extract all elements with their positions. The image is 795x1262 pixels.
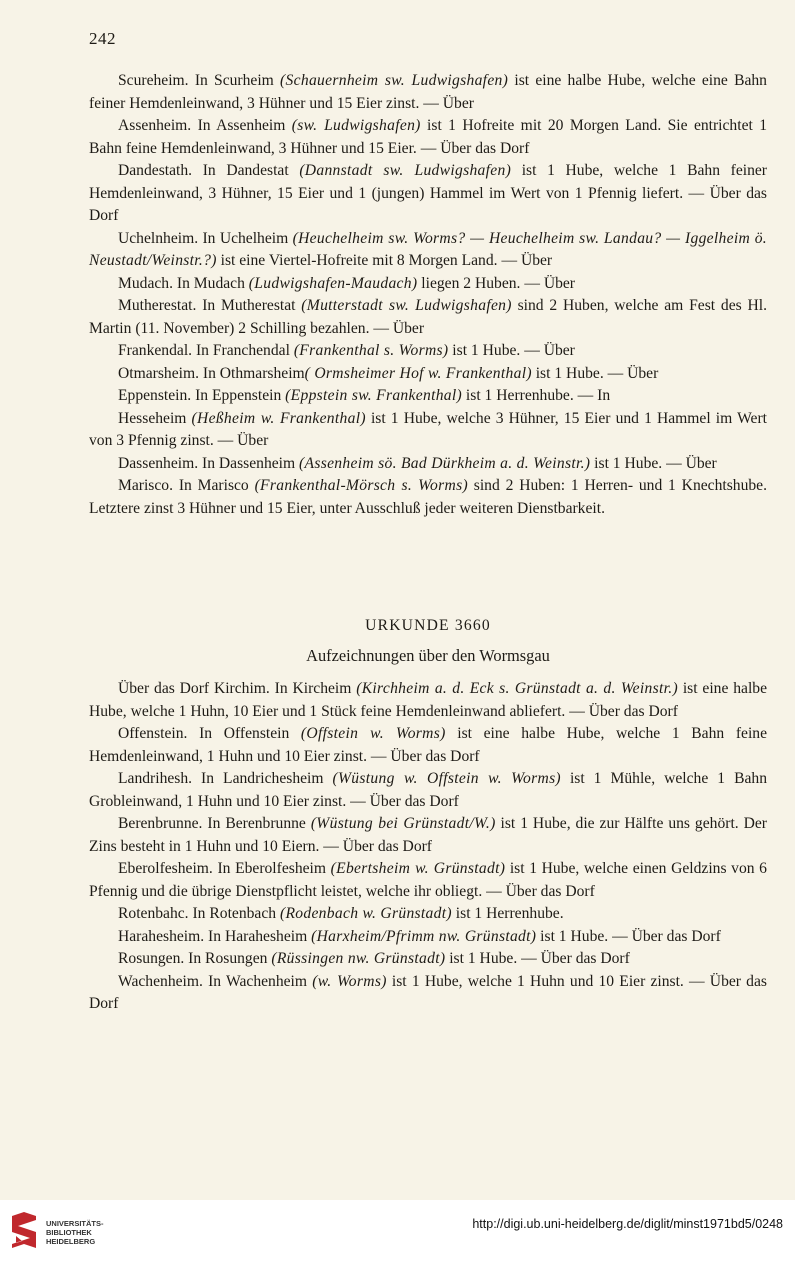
entry-text: ist eine halbe Hube, welche 1 Huhn, 10 Eier und 1 Stück feine Hemdenleinwand abliefert. — Über das Dorf bbox=[89, 680, 768, 720]
entry-paragraph bbox=[89, 340, 767, 363]
entry-text: Mudach. In Mudach bbox=[118, 274, 249, 292]
entry-text: ist 1 Hube. — Über bbox=[448, 342, 575, 359]
library-line-3: HEIDELBERG bbox=[46, 1237, 96, 1246]
place-identification: (Harxheim/Pfrimm nw. Grünstadt) bbox=[311, 927, 537, 945]
place-identification: (Wüstung w. Offstein w. Worms) bbox=[332, 770, 561, 787]
entry-text: Wachenheim. In Wachenheim bbox=[118, 972, 313, 990]
library-name bbox=[46, 1219, 104, 1246]
entry-paragraph bbox=[89, 926, 767, 949]
place-identification: (Eppstein sw. Frankenthal) bbox=[285, 387, 463, 404]
entry-paragraph bbox=[89, 903, 767, 926]
entry-text: ist 1 Hube, welche einen Geldzins von 6 Pfennig und die übrige Dienstpflicht leistet, welche ihr obliegt. — Über das Dorf bbox=[89, 860, 767, 900]
entry-paragraph bbox=[89, 228, 767, 273]
entries-section-1 bbox=[89, 70, 767, 520]
entry-text: Rotenbahc. In Rotenbach bbox=[118, 905, 280, 922]
source-url-link[interactable]: http://digi.ub.uni-heidelberg.de/diglit/minst1971bd5/0248 bbox=[472, 1217, 783, 1231]
place-identification: (Frankenthal s. Worms) bbox=[293, 342, 449, 359]
entry-text: ist 1 Mühle, welche 1 Bahn Grobleinwand, 1 Huhn und 10 Eier zinst. — Über das Dorf bbox=[89, 770, 767, 810]
document-title: URKUNDE 3660 bbox=[365, 617, 491, 634]
entry-text: Dassenheim. In Dassenheim bbox=[118, 454, 300, 472]
place-identification: (Heuchelheim sw. Worms? — Heuchelheim sw. Landau? — Iggelheim ö. Neustadt/Weinstr.?) bbox=[89, 229, 767, 269]
entry-text: Harahesheim. In Harahesheim bbox=[118, 927, 312, 945]
page-number: 242 bbox=[89, 29, 116, 48]
entry-text: ist 1 Herrenhube. — In bbox=[462, 387, 611, 404]
entries-section-2 bbox=[89, 678, 767, 1016]
entry-paragraph bbox=[89, 678, 767, 723]
place-identification: (Ludwigshafen-Maudach) bbox=[248, 274, 418, 292]
library-logo-icon bbox=[9, 1210, 39, 1250]
entry-text: ist 1 Hofreite mit 20 Morgen Land. Sie entrichtet 1 Bahn feine Hemdenleinwand, 3 Hühner und 15 Eier. — Über das Dorf bbox=[89, 117, 767, 157]
place-identification: (Wüstung bei Grünstadt/W.) bbox=[310, 815, 496, 832]
entry-text: Assenheim. In Assenheim bbox=[118, 117, 292, 134]
entry-paragraph bbox=[89, 453, 767, 476]
entry-text: ist 1 Hube. — Über das Dorf bbox=[536, 927, 721, 945]
entry-text: ist 1 Hube, welche 3 Hühner, 15 Eier und 1 Hammel im Wert von 3 Pfennig zinst. — Über bbox=[89, 409, 767, 449]
entry-paragraph bbox=[89, 948, 767, 971]
document-subtitle: Aufzeichnungen über den Wormsgau bbox=[306, 646, 550, 665]
entry-paragraph bbox=[89, 295, 767, 340]
entry-text: ist 1 Hube. — Über bbox=[590, 454, 717, 472]
entry-paragraph bbox=[89, 813, 767, 858]
place-identification: (Offstein w. Worms) bbox=[300, 725, 446, 742]
entry-text: Marisco. In Marisco bbox=[118, 477, 255, 494]
place-identification: (Mutterstadt sw. Ludwigshafen) bbox=[301, 297, 512, 314]
entry-paragraph bbox=[89, 70, 767, 115]
footer-bar bbox=[0, 1200, 795, 1262]
entry-paragraph bbox=[89, 971, 767, 1016]
place-identification: (Schauernheim sw. Ludwigshafen) bbox=[280, 72, 509, 89]
entry-paragraph bbox=[89, 160, 767, 228]
entry-paragraph bbox=[89, 723, 767, 768]
entry-text: Landrihesh. In Landrichesheim bbox=[118, 770, 333, 787]
entry-text: ist eine Viertel-Hofreite mit 8 Morgen Land. — Über bbox=[216, 252, 553, 269]
place-identification: (Frankenthal-Mörsch s. Worms) bbox=[254, 477, 468, 494]
entry-text: ist 1 Hube. — Über das Dorf bbox=[445, 950, 630, 967]
entry-text: Hesseheim bbox=[118, 409, 192, 427]
entry-text: sind 2 Huben, welche am Fest des Hl. Martin (11. November) 2 Schilling bezahlen. — Über bbox=[89, 297, 767, 337]
place-identification: (w. Worms) bbox=[312, 972, 387, 990]
entry-text: Uchelnheim. In Uchelheim bbox=[118, 229, 293, 247]
entry-paragraph bbox=[89, 475, 767, 520]
entry-text: ist 1 Hube, welche 1 Bahn feiner Hemdenleinwand, 3 Hühner, 15 Eier und 1 (jungen) Hammel im Wert von 1 Pfennig liefert. — Über das Dorf bbox=[89, 162, 767, 224]
entry-text: liegen 2 Huben. — Über bbox=[417, 274, 576, 292]
entry-text: Mutherestat. In Mutherestat bbox=[118, 297, 302, 314]
entry-text: Frankendal. In Franchendal bbox=[118, 342, 294, 359]
place-identification: (Ebertsheim w. Grünstadt) bbox=[330, 860, 506, 877]
place-identification: (Heßheim w. Frankenthal) bbox=[191, 409, 366, 427]
entry-text: sind 2 Huben: 1 Herren- und 1 Knechtshube. Letztere zinst 3 Hühner und 15 Eier, unter Ausschluß jeder weiteren Dienstbarkeit. bbox=[89, 477, 767, 517]
place-identification: (Assenheim sö. Bad Dürkheim a. d. Weinstr.) bbox=[299, 454, 591, 472]
entry-text: ist 1 Hube, die zur Hälfte uns gehört. Der Zins besteht in 1 Huhn und 10 Eiern. — Über das Dorf bbox=[89, 815, 767, 855]
place-identification: (sw. Ludwigshafen) bbox=[291, 117, 421, 134]
place-identification: (Rodenbach w. Grünstadt) bbox=[279, 905, 452, 922]
entry-text: Eppenstein. In Eppenstein bbox=[118, 387, 286, 404]
entry-text: Otmarsheim. In Othmarsheim bbox=[118, 364, 305, 382]
library-line-2: BIBLIOTHEK bbox=[46, 1228, 92, 1237]
entry-paragraph bbox=[89, 115, 767, 160]
entry-text: Berenbrunne. In Berenbrunne bbox=[118, 815, 311, 832]
entry-text: ist 1 Hube, welche 1 Huhn und 10 Eier zinst. — Über das Dorf bbox=[89, 972, 767, 1012]
place-identification: (Kirchheim a. d. Eck s. Grünstadt a. d. Weinstr.) bbox=[356, 680, 678, 697]
entry-text: ist eine halbe Hube, welche eine Bahn feiner Hemdenleinwand, 3 Hühner und 15 Eier zinst. — Über bbox=[89, 72, 767, 112]
entry-text: ist 1 Hube. — Über bbox=[531, 364, 659, 382]
entry-text: Über das Dorf Kirchim. In Kircheim bbox=[118, 680, 357, 697]
entry-text: Eberolfesheim. In Eberolfesheim bbox=[118, 860, 331, 877]
entry-paragraph bbox=[89, 408, 767, 453]
place-identification: (Dannstadt sw. Ludwigshafen) bbox=[299, 162, 512, 179]
entry-paragraph bbox=[89, 363, 767, 386]
entry-paragraph bbox=[89, 768, 767, 813]
entry-text: ist eine halbe Hube, welche 1 Bahn feine Hemdenleinwand, 1 Huhn und 10 Eier zinst. — Über das Dorf bbox=[89, 725, 768, 765]
entry-text: Scureheim. In Scurheim bbox=[118, 72, 281, 89]
library-line-1: UNIVERSITÄTS- bbox=[46, 1219, 104, 1228]
entry-paragraph bbox=[89, 385, 767, 408]
entry-text: Dandestath. In Dandestat bbox=[118, 162, 300, 179]
place-identification: (Rüssingen nw. Grünstadt) bbox=[271, 950, 446, 967]
place-identification: ( Ormsheimer Hof w. Frankenthal) bbox=[304, 364, 532, 382]
entry-paragraph bbox=[89, 858, 767, 903]
entry-text: ist 1 Herrenhube. bbox=[451, 905, 564, 922]
entry-text: Offenstein. In Offenstein bbox=[118, 725, 301, 742]
entry-text: Rosungen. In Rosungen bbox=[118, 950, 272, 967]
entry-paragraph bbox=[89, 273, 767, 296]
